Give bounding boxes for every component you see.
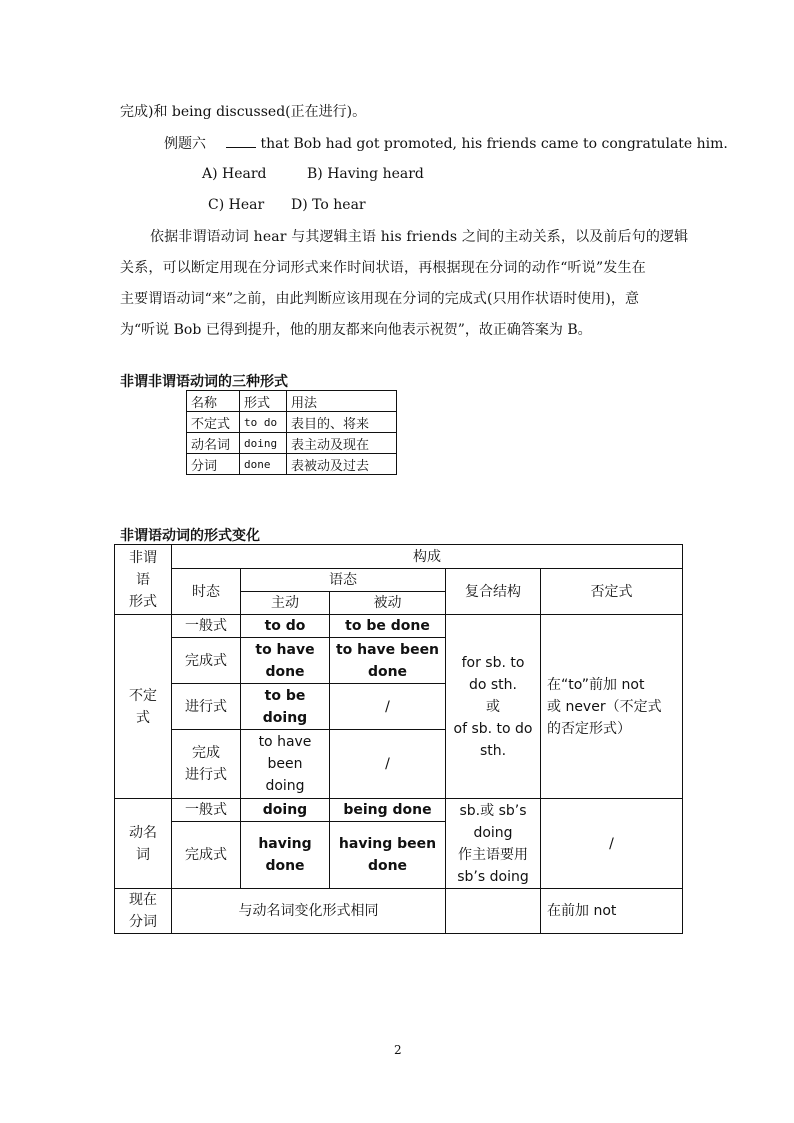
table-cell: done: [240, 454, 287, 475]
table-row: [115, 569, 683, 592]
table-cell: 表被动及过去: [287, 454, 397, 475]
table-cell: to have been doing: [241, 730, 330, 799]
header-composition: 构成: [172, 545, 683, 569]
table-cell: to have done: [241, 638, 330, 684]
table-row: [115, 615, 683, 638]
example-question-text: that Bob had got promoted, his friends came to congratulate him.: [260, 136, 728, 152]
option-d: D) To hear: [291, 197, 366, 213]
table-row: [115, 799, 683, 822]
infinitive-negative: 在“to”前加 not 或 never（不定式 的否定形式）: [541, 615, 683, 799]
table-row: [115, 889, 683, 934]
page-number: 2: [394, 1043, 402, 1057]
table-cell: being done: [330, 799, 446, 822]
participle-complex: [446, 889, 541, 934]
header-active: 主动: [241, 592, 330, 615]
header-passive: 被动: [330, 592, 446, 615]
table-cell: 完成 进行式: [172, 730, 241, 799]
table-cell: having done: [241, 822, 330, 889]
header-voice: 语态: [241, 569, 446, 592]
table-header-cell: 形式: [240, 391, 287, 412]
table-cell: doing: [240, 433, 287, 454]
forms-table: [186, 390, 397, 475]
header-negative: 否定式: [541, 569, 683, 615]
table-cell: 完成式: [172, 638, 241, 684]
gerund-complex: sb.或 sb’s doing 作主语要用 sb’s doing: [446, 799, 541, 889]
text-line: 完成)和 being discussed(正在进行)。: [120, 104, 367, 120]
participle-same: 与动名词变化形式相同: [172, 889, 446, 934]
table-header-cell: 名称: [187, 391, 240, 412]
table-cell: 表目的、将来: [287, 412, 397, 433]
option-a: A) Heard: [202, 166, 267, 182]
table-header-cell: 用法: [287, 391, 397, 412]
table-cell: to be doing: [241, 684, 330, 730]
answer-blank: [226, 135, 256, 148]
gerund-negative: /: [541, 799, 683, 889]
table-cell: 不定式: [187, 412, 240, 433]
table-cell: to have been done: [330, 638, 446, 684]
participle-label: 现在 分词: [115, 889, 172, 934]
explanation-line: 主要谓语动词“来”之前，由此判断应该用现在分词的完成式(只用作状语时使用)，意: [120, 291, 640, 307]
table-cell: 动名词: [187, 433, 240, 454]
example-label: 例题六: [164, 136, 206, 152]
table-cell: to be done: [330, 615, 446, 638]
table-cell: to do: [241, 615, 330, 638]
infinitive-label: 不定 式: [115, 615, 172, 799]
table-row: [187, 433, 397, 454]
table-cell: 一般式: [172, 799, 241, 822]
table-row: [187, 391, 397, 412]
table-cell: having been done: [330, 822, 446, 889]
gerund-label: 动名 词: [115, 799, 172, 889]
table-cell: to do: [240, 412, 287, 433]
header-form-type: 非谓 语 形式: [115, 545, 172, 615]
option-b: B) Having heard: [307, 166, 424, 182]
table-cell: 完成式: [172, 822, 241, 889]
table-cell: 进行式: [172, 684, 241, 730]
table-cell: 一般式: [172, 615, 241, 638]
participle-negative: 在前加 not: [541, 889, 683, 934]
table-cell: 表主动及现在: [287, 433, 397, 454]
infinitive-complex: for sb. to do sth. 或 of sb. to do sth.: [446, 615, 541, 799]
header-tense: 时态: [172, 569, 241, 615]
header-complex: 复合结构: [446, 569, 541, 615]
explanation-line: 关系，可以断定用现在分词形式来作时间状语，再根据现在分词的动作“听说”发生在: [120, 260, 646, 276]
table-row: [187, 412, 397, 433]
table-cell: 分词: [187, 454, 240, 475]
table-cell: /: [330, 684, 446, 730]
example-question: [164, 135, 728, 152]
form-changes-table: [114, 544, 683, 934]
table-cell: /: [330, 730, 446, 799]
table-row: [115, 545, 683, 569]
table-row: [187, 454, 397, 475]
explanation-line: 为“听说 Bob 已得到提升，他的朋友都来向他表示祝贺”，故正确答案为 B。: [120, 322, 592, 338]
table-cell: doing: [241, 799, 330, 822]
table1-title: 非谓非谓语动词的三种形式: [120, 374, 288, 390]
explanation-line: 依据非谓语动词 hear 与其逻辑主语 his friends 之间的主动关系，以及前后句的逻辑: [150, 229, 689, 245]
table2-title: 非谓语动词的形式变化: [120, 528, 260, 544]
option-c: C) Hear: [208, 197, 265, 213]
